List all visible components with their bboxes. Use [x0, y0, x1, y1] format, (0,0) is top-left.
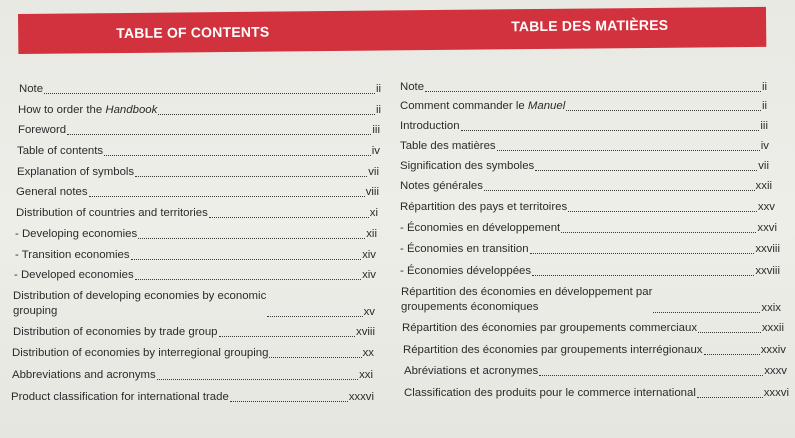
toc-entry: Répartition des pays et territoires xxv	[400, 201, 775, 213]
toc-entry: - Économies en développement xxvi	[400, 222, 777, 234]
toc-entry: Notes générales xxii	[400, 180, 772, 192]
toc-entry: - Developed economies xiv	[14, 269, 376, 281]
toc-entry: Product classification for international trade xxxvi	[11, 391, 374, 403]
toc-entry: Explanation of symbols vii	[17, 166, 379, 178]
toc-entry: Table of contents iv	[17, 145, 380, 157]
toc-entry: - Transition economies xiv	[15, 249, 376, 261]
toc-entry: Note ii	[19, 83, 381, 95]
toc-entry: Répartition des économies par groupements commerciaux xxxii	[402, 322, 784, 334]
toc-entry: Distribution of economies by interregional grouping xx	[12, 347, 374, 359]
toc-entry: Table des matières iv	[400, 140, 769, 152]
toc-entry: Distribution of economies by trade group xviii	[13, 326, 375, 338]
toc-entry: Foreword iii	[18, 124, 380, 136]
toc-entry: Distribution of countries and territories xi	[16, 207, 378, 219]
toc-entry: - Économies développées xxviii	[400, 265, 780, 277]
toc-entry: Abréviations et acronymes xxxv	[404, 365, 787, 377]
table-of-contents-title: TABLE OF CONTENTS	[116, 23, 270, 42]
toc-entry: - Developing economies xii	[15, 228, 377, 240]
toc-entry: Note ii	[400, 81, 767, 93]
toc-entry: Introduction iii	[400, 120, 768, 132]
toc-entry: Signification des symboles vii	[400, 160, 769, 172]
toc-entry: General notes viii	[16, 186, 379, 198]
toc-entry: Répartition des économies en développement par groupements économiques xxix	[401, 286, 781, 314]
toc-entry: Abbreviations and acronyms xxi	[12, 369, 373, 381]
toc-entry: Répartition des économies par groupements interrégionaux xxxiv	[403, 344, 786, 356]
toc-entry: Comment commander le Manuel ii	[400, 100, 767, 112]
header-banner	[18, 7, 766, 54]
table-des-matieres-title: TABLE DES MATIÈRES	[511, 16, 669, 35]
toc-entry: Distribution of developing economies by economic grouping xv	[13, 290, 375, 318]
toc-entry: - Économies en transition xxviii	[400, 243, 780, 255]
toc-entry: How to order the Handbook ii	[18, 104, 381, 116]
toc-entry: Classification des produits pour le commerce international xxxvi	[404, 387, 789, 399]
